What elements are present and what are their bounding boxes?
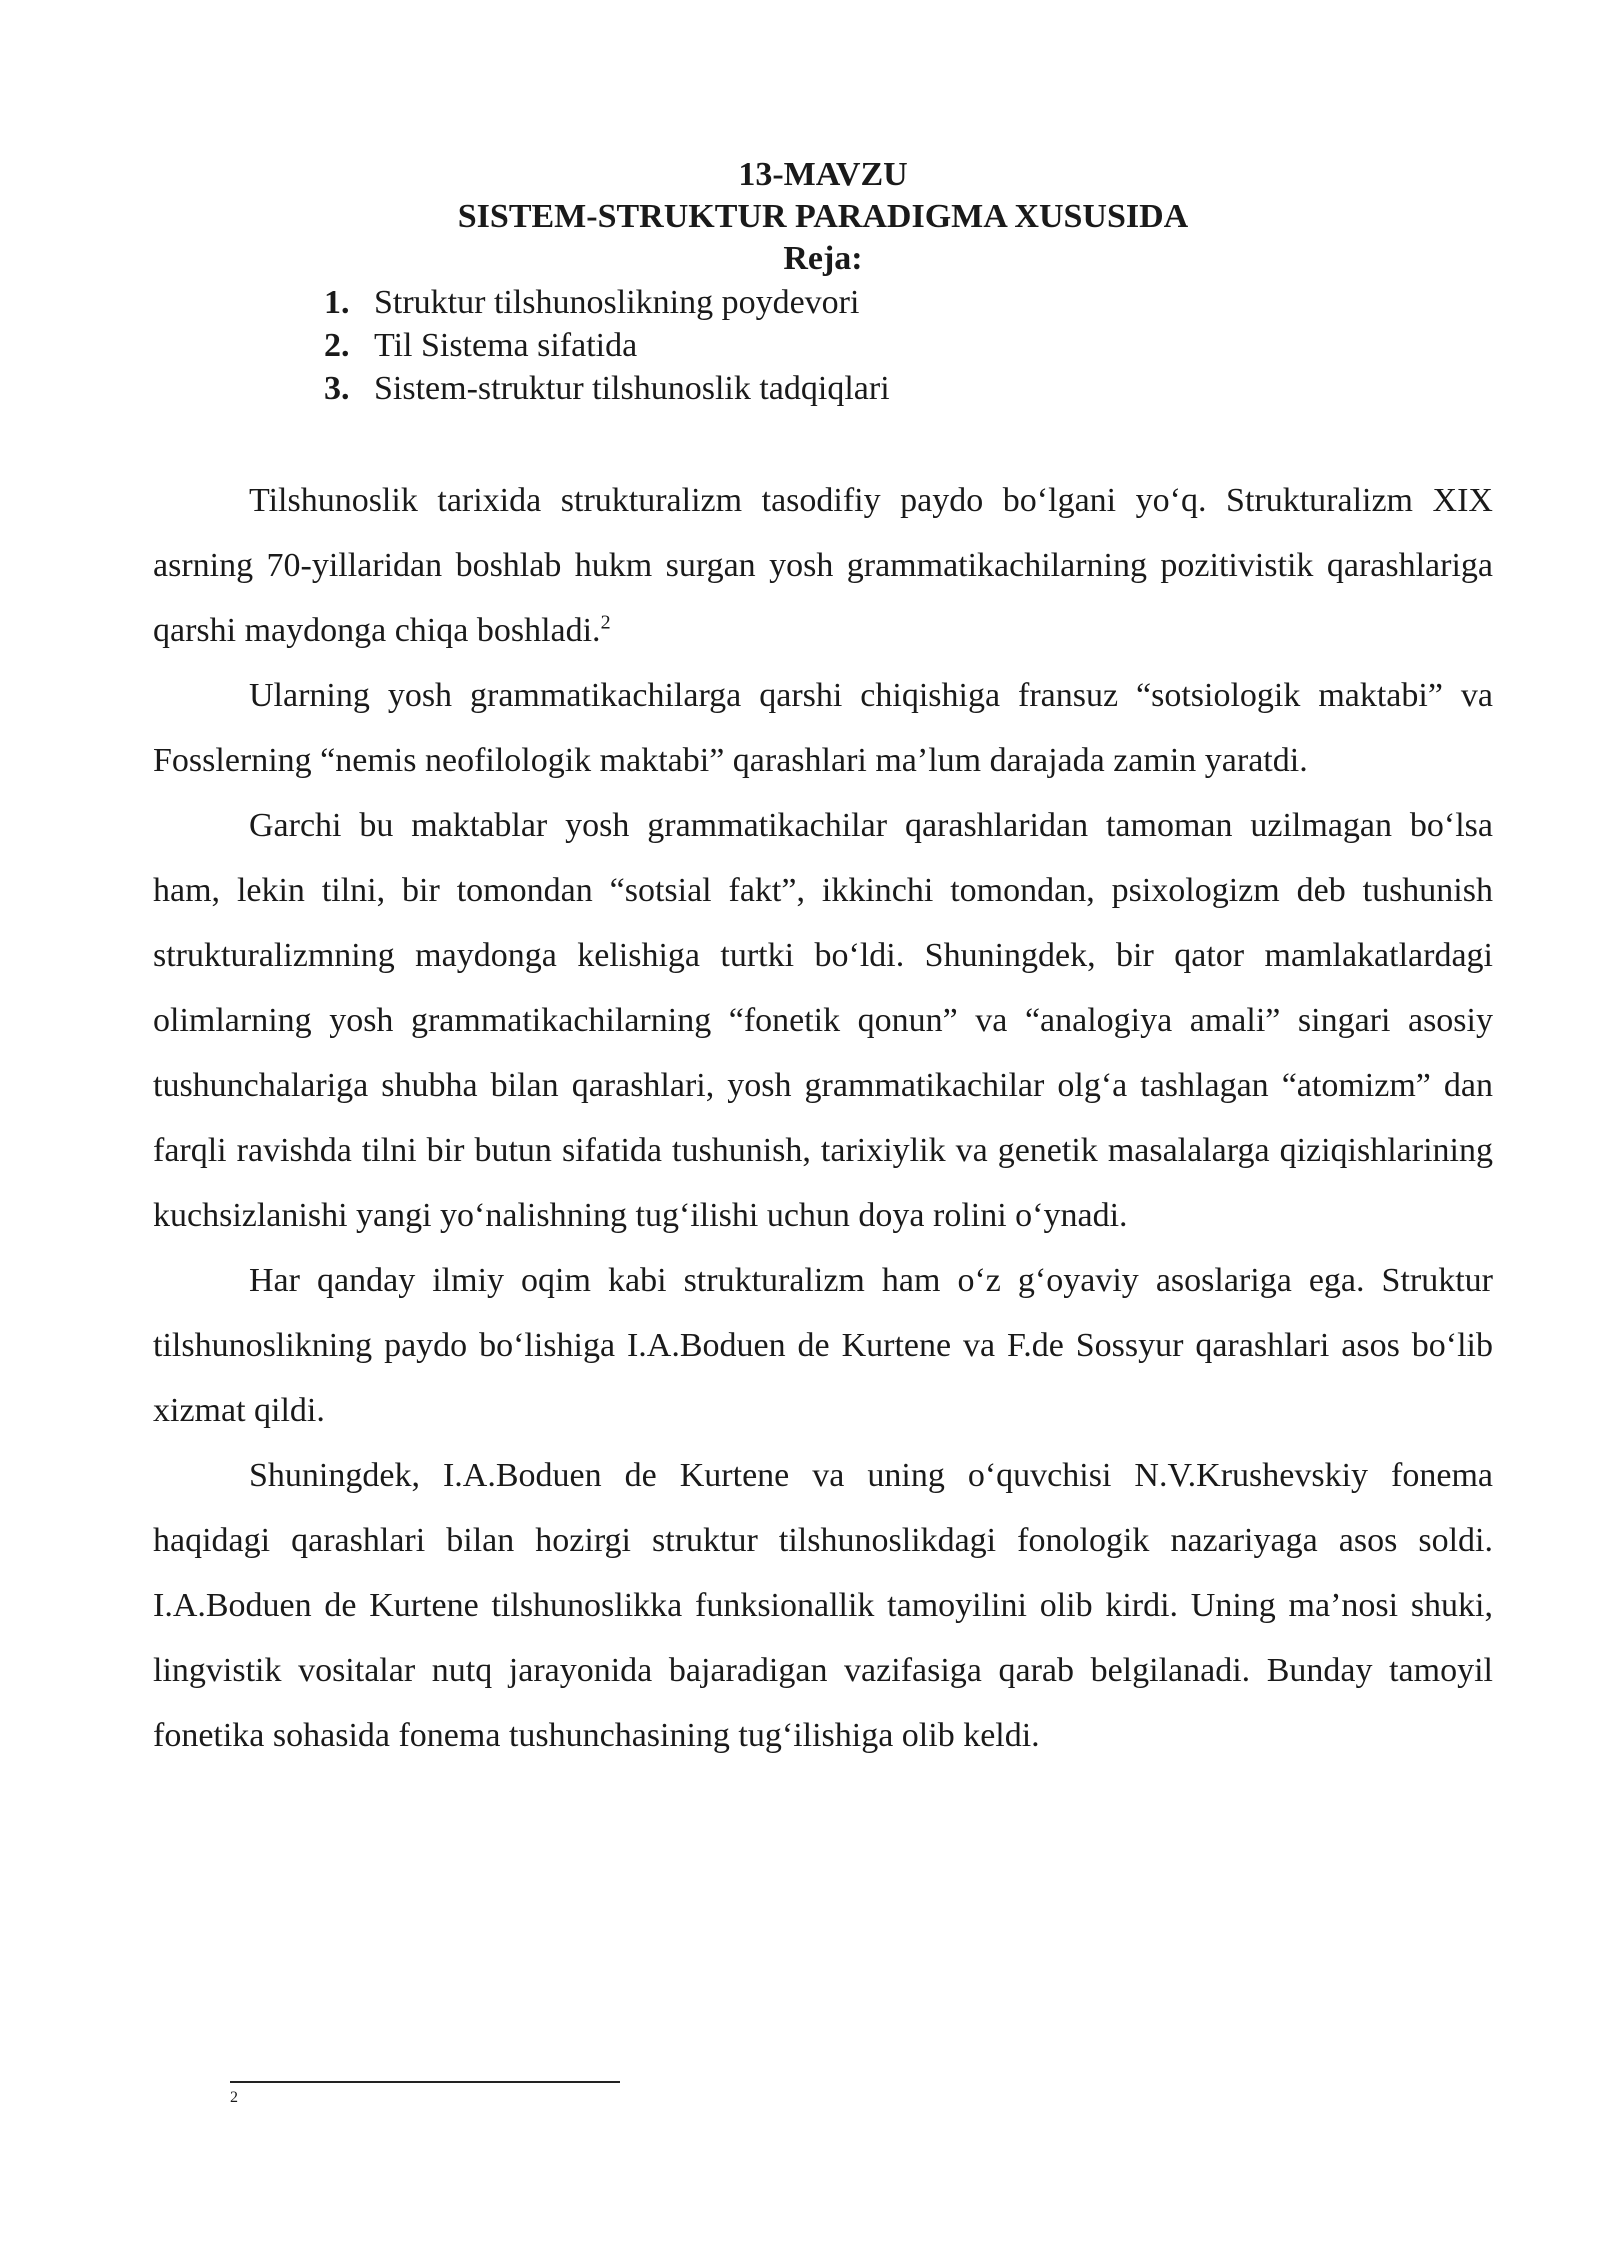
paragraph [153, 468, 1493, 663]
paragraph-text: Tilshunoslik tarixida strukturalizm tasodifiy paydo bo‘lgani yo‘q. Strukturalizm XIX asrning 70-yillaridan boshlab hukm surgan yosh grammatikachilarning pozitivistik qarashlariga qarshi maydonga chiqa boshladi. [153, 482, 1493, 649]
paragraph: Har qanday ilmiy oqim kabi strukturalizm ham o‘z g‘oyaviy asoslariga ega. Struktur tilshunoslikning paydo bo‘lishiga I.A.Boduen de Kurtene va F.de Sossyur qarashlari asos bo‘lib xizmat qildi. [153, 1262, 1493, 1429]
plan-item-text: Struktur tilshunoslikning poydevori [374, 284, 860, 321]
plan-item [324, 324, 890, 367]
plan-item [324, 281, 890, 324]
plan-label: Reja: [783, 240, 863, 277]
paragraph: Garchi bu maktablar yosh grammatikachilar qarashlaridan tamoman uzilmagan bo‘lsa ham, lekin tilni, bir tomondan “sotsial fakt”, ikkinchi tomondan, psixologizm deb tushunish strukturalizmning maydonga kelishiga turtki bo‘ldi. Shuningdek, bir qator mamlakatlardagi olimlarning yosh grammatikachilarning “fonetik qonun” va “analogiya amali” singari asosiy tushunchalariga shubha bilan qarashlari, yosh grammatikachilar olg‘a tashlagan “atomizm” dan farqli ravishda tilni bir butun sifatida tushunish, tarixiylik va genetik masalalarga qiziqishlarining kuchsizlanishi yangi yo‘nalishning tug‘ilishi uchun doya rolini o‘ynadi. [153, 807, 1493, 1234]
paragraph: Shuningdek, I.A.Boduen de Kurtene va uning o‘quvchisi N.V.Krushevskiy fonema haqidagi qarashlari bilan hozirgi struktur tilshunoslikdagi fonologik nazariyaga asos soldi. I.A.Boduen de Kurtene tilshunoslikka funksionallik tamoyilini olib kirdi. Uning ma’nosi shuki, lingvistik vositalar nutq jarayonida bajaradigan vazifasiga qarab belgilanadi. Bunday tamoyil fonetika sohasida fonema tushunchasining tug‘ilishiga olib keldi. [153, 1457, 1493, 1754]
body-text [153, 468, 1493, 1768]
plan-list [324, 281, 890, 410]
plan-item-number: 2. [324, 327, 350, 364]
paragraph: Ularning yosh grammatikachilarga qarshi chiqishiga fransuz “sotsiologik maktabi” va Fosslerning “nemis neofilologik maktabi” qarashlari ma’lum darajada zamin yaratdi. [153, 677, 1493, 779]
footnote-mark: 2 [230, 2089, 238, 2106]
plan-item [324, 367, 890, 410]
plan-item-text: Sistem-struktur tilshunoslik tadqiqlari [374, 370, 890, 407]
plan-item-text: Til Sistema sifatida [374, 327, 638, 364]
plan-item-number: 3. [324, 370, 350, 407]
topic-heading: 13-MAVZU [738, 156, 908, 193]
page-title: SISTEM-STRUKTUR PARADIGMA XUSUSIDA [457, 198, 1189, 235]
plan-item-number: 1. [324, 284, 350, 321]
footnote-reference[interactable]: 2 [600, 611, 611, 634]
footnote-separator [230, 2081, 620, 2083]
